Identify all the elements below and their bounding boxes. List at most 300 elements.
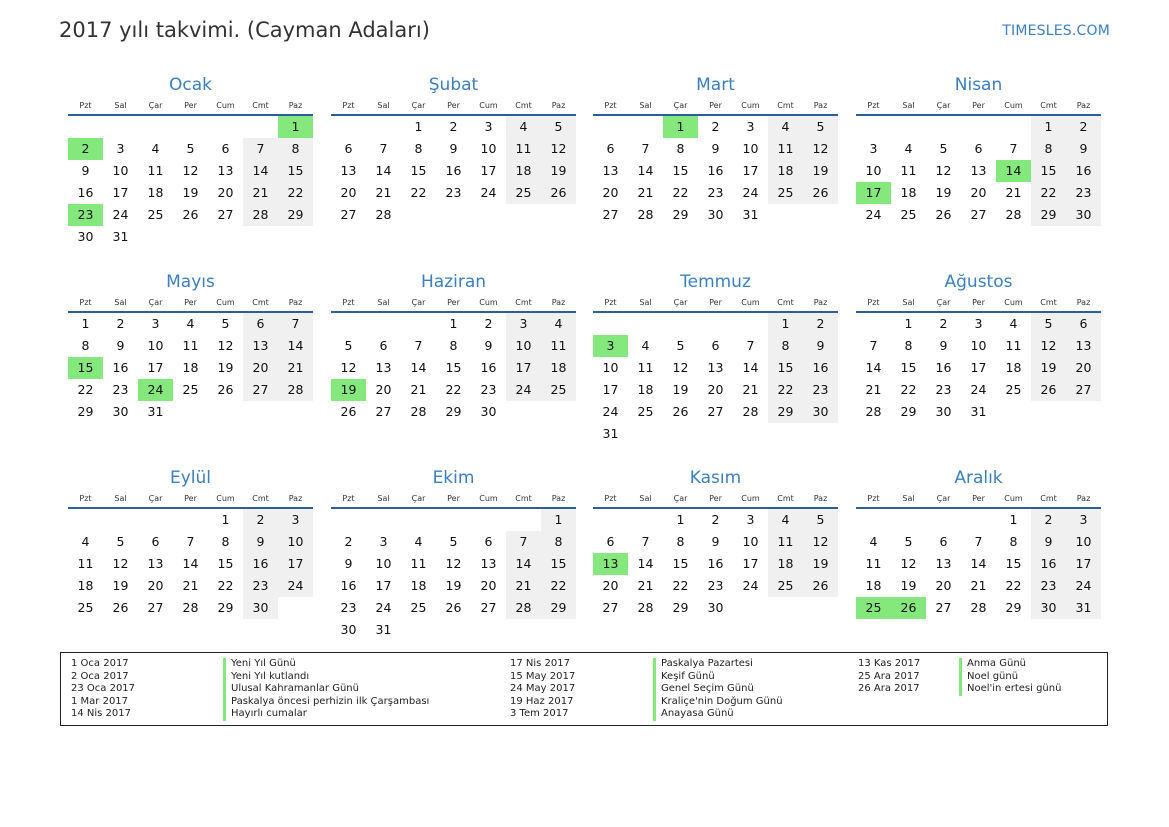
day-cell: 3 (484, 119, 493, 134)
day-cell: 27 (1066, 379, 1101, 401)
day-cell: 28 (637, 600, 654, 615)
day-cell: 11 (1005, 338, 1022, 353)
weekday-label: Per (184, 101, 197, 110)
empty-cell (803, 204, 838, 226)
day-cell: 18 (410, 578, 427, 593)
weekday-label: Pzt (867, 298, 880, 307)
day-cell: 3 (746, 512, 755, 527)
day-cell: 11 (410, 556, 427, 571)
empty-cell (856, 313, 891, 335)
day-cell: 9 (711, 534, 720, 549)
month-3 (593, 74, 838, 226)
day-cell: 31 (147, 404, 164, 419)
day-cell: 26 (112, 600, 129, 615)
day-cell: 14 (970, 556, 987, 571)
day-cell: 16 (707, 163, 724, 178)
day-cell: 7 (186, 534, 195, 549)
weekday-label: Per (972, 494, 985, 503)
week-row (856, 116, 1101, 138)
empty-cell (471, 509, 506, 531)
day-cell: 14 (996, 160, 1031, 182)
empty-cell (961, 116, 996, 138)
day-cell: 28 (742, 404, 759, 419)
weekday-label: Sal (639, 298, 652, 307)
day-cell: 23 (68, 204, 103, 226)
empty-cell (733, 313, 768, 335)
day-cell: 7 (278, 313, 313, 335)
day-cell: 5 (803, 509, 838, 531)
day-cell: 4 (506, 116, 541, 138)
empty-cell (628, 116, 663, 138)
legend-holiday-name: Noel günü (959, 671, 1061, 684)
day-cell: 19 (1031, 357, 1066, 379)
day-cell: 14 (742, 360, 759, 375)
day-cell: 17 (970, 360, 987, 375)
empty-cell (401, 619, 436, 641)
day-cell: 17 (506, 357, 541, 379)
week-row (856, 379, 1101, 401)
day-cell: 3 (151, 316, 160, 331)
day-cell: 11 (506, 138, 541, 160)
week-row (68, 531, 313, 553)
day-cell: 20 (602, 185, 619, 200)
day-cell: 26 (217, 382, 234, 397)
day-cell: 19 (803, 160, 838, 182)
month-2 (331, 74, 576, 226)
day-cell: 30 (243, 597, 278, 619)
day-cell: 21 (742, 382, 759, 397)
day-cell: 19 (541, 160, 576, 182)
weekday-label: Çar (411, 298, 426, 307)
day-cell: 23 (1031, 575, 1066, 597)
day-cell: 16 (243, 553, 278, 575)
day-cell: 4 (414, 534, 423, 549)
weekday-header (331, 297, 576, 313)
legend-date: 3 Tem 2017 (510, 708, 569, 720)
day-cell: 12 (1031, 335, 1066, 357)
day-cell: 22 (77, 382, 94, 397)
day-cell: 26 (1031, 379, 1066, 401)
day-cell: 8 (676, 534, 685, 549)
empty-cell (768, 423, 803, 445)
day-cell: 10 (506, 335, 541, 357)
weekday-label: Paz (813, 494, 828, 503)
page-title: 2017 yılı takvimi. (Cayman Adaları) (59, 18, 430, 42)
day-cell: 14 (278, 335, 313, 357)
day-cell: 24 (506, 379, 541, 401)
day-cell: 13 (593, 553, 628, 575)
day-cell: 18 (637, 382, 654, 397)
weekday-label: Cmt (777, 101, 794, 110)
day-cell: 7 (414, 338, 423, 353)
week-row (856, 575, 1101, 597)
day-cell: 29 (1031, 204, 1066, 226)
week-row (331, 138, 576, 160)
empty-cell (541, 619, 576, 641)
day-cell: 6 (606, 534, 615, 549)
day-cell: 24 (865, 207, 882, 222)
month-name: Mayıs (166, 272, 215, 292)
week-row (593, 182, 838, 204)
empty-cell (733, 423, 768, 445)
empty-cell (68, 116, 103, 138)
day-cell: 17 (278, 553, 313, 575)
day-cell: 31 (602, 426, 619, 441)
day-cell: 8 (541, 531, 576, 553)
brand-link[interactable]: TIMESLES.COM (1002, 23, 1110, 39)
week-row (593, 379, 838, 401)
day-cell: 28 (243, 204, 278, 226)
week-row (331, 116, 576, 138)
weekday-label: Per (447, 298, 460, 307)
empty-cell (401, 509, 436, 531)
weekday-header (593, 493, 838, 509)
day-cell: 31 (742, 207, 759, 222)
day-cell: 24 (970, 382, 987, 397)
legend-holiday-name: Genel Seçim Günü (653, 683, 783, 696)
day-cell: 4 (541, 313, 576, 335)
weekday-label: Sal (114, 101, 127, 110)
day-cell: 29 (672, 207, 689, 222)
day-cell: 20 (1066, 357, 1101, 379)
day-cell: 2 (484, 316, 493, 331)
day-cell: 21 (182, 578, 199, 593)
weekday-label: Cum (741, 494, 760, 503)
day-cell: 16 (1066, 160, 1101, 182)
day-cell: 14 (410, 360, 427, 375)
day-cell: 23 (480, 382, 497, 397)
empty-cell (733, 597, 768, 619)
week-row (68, 575, 313, 597)
day-cell: 22 (1005, 578, 1022, 593)
week-row (856, 553, 1101, 575)
day-cell: 2 (243, 509, 278, 531)
empty-cell (926, 116, 961, 138)
day-cell: 14 (865, 360, 882, 375)
day-cell: 1 (768, 313, 803, 335)
day-cell: 8 (81, 338, 90, 353)
day-cell: 28 (375, 207, 392, 222)
day-cell: 5 (676, 338, 685, 353)
day-cell: 22 (672, 578, 689, 593)
day-cell: 11 (77, 556, 94, 571)
legend-holiday-name: Keşif Günü (653, 671, 783, 684)
empty-cell (103, 509, 138, 531)
weekday-label: Paz (288, 298, 303, 307)
weekday-label: Cum (216, 298, 235, 307)
week-row (593, 138, 838, 160)
day-cell: 5 (904, 534, 913, 549)
day-cell: 12 (182, 163, 199, 178)
weekday-label: Çar (148, 494, 163, 503)
day-cell: 11 (768, 531, 803, 553)
weekday-label: Per (447, 101, 460, 110)
day-cell: 27 (217, 207, 234, 222)
empty-cell (401, 204, 436, 226)
day-cell: 20 (602, 578, 619, 593)
day-cell: 23 (1066, 182, 1101, 204)
day-cell: 23 (445, 185, 462, 200)
day-cell: 23 (935, 382, 952, 397)
week-row (68, 553, 313, 575)
month-name: Ekim (432, 468, 475, 488)
empty-cell (768, 204, 803, 226)
day-cell: 15 (1005, 556, 1022, 571)
weekday-header (68, 297, 313, 313)
day-cell: 1 (449, 316, 458, 331)
legend-dates-col-3 (858, 658, 920, 696)
day-cell: 9 (711, 141, 720, 156)
weekday-label: Paz (1076, 101, 1091, 110)
weekday-label: Cmt (252, 298, 269, 307)
week-row (593, 357, 838, 379)
day-cell: 6 (243, 313, 278, 335)
day-cell: 15 (541, 553, 576, 575)
empty-cell (1031, 401, 1066, 423)
day-cell: 26 (935, 207, 952, 222)
legend-dates-col-2 (510, 658, 575, 721)
weekday-label: Sal (114, 298, 127, 307)
day-cell: 15 (672, 163, 689, 178)
empty-cell (138, 226, 173, 248)
week-row (331, 401, 576, 423)
day-cell: 11 (900, 163, 917, 178)
empty-cell (331, 509, 366, 531)
day-cell: 13 (243, 335, 278, 357)
weekday-label: Cmt (252, 494, 269, 503)
empty-cell (996, 401, 1031, 423)
day-cell: 6 (379, 338, 388, 353)
empty-cell (278, 597, 313, 619)
day-cell: 9 (1031, 531, 1066, 553)
day-cell: 29 (541, 597, 576, 619)
day-cell: 20 (375, 382, 392, 397)
day-cell: 22 (768, 379, 803, 401)
day-cell: 6 (344, 141, 353, 156)
day-cell: 22 (541, 575, 576, 597)
weekday-label: Cum (479, 101, 498, 110)
day-cell: 5 (1031, 313, 1066, 335)
day-cell: 13 (602, 163, 619, 178)
day-cell: 27 (935, 600, 952, 615)
weekday-label: Cmt (1040, 101, 1057, 110)
day-cell: 23 (340, 600, 357, 615)
day-cell: 8 (449, 338, 458, 353)
empty-cell (961, 509, 996, 531)
day-cell: 30 (77, 229, 94, 244)
day-cell: 3 (1066, 509, 1101, 531)
weekday-label: Sal (639, 494, 652, 503)
day-cell: 11 (768, 138, 803, 160)
week-row (331, 553, 576, 575)
day-cell: 30 (935, 404, 952, 419)
day-cell: 31 (970, 404, 987, 419)
day-cell: 9 (449, 141, 458, 156)
week-row (593, 160, 838, 182)
weekday-header (331, 100, 576, 116)
day-cell: 20 (935, 578, 952, 593)
weekday-label: Çar (673, 101, 688, 110)
legend-holiday-name: Yeni Yıl Günü (223, 658, 429, 671)
weekday-label: Cmt (1040, 494, 1057, 503)
day-cell: 17 (1066, 553, 1101, 575)
day-cell: 17 (375, 578, 392, 593)
day-cell: 12 (112, 556, 129, 571)
day-cell: 5 (541, 116, 576, 138)
day-cell: 1 (81, 316, 90, 331)
empty-cell (593, 313, 628, 335)
week-row (331, 357, 576, 379)
day-cell: 14 (506, 553, 541, 575)
empty-cell (366, 509, 401, 531)
empty-cell (331, 313, 366, 335)
weekday-label: Per (709, 101, 722, 110)
day-cell: 25 (900, 207, 917, 222)
empty-cell (436, 204, 471, 226)
day-cell: 27 (602, 207, 619, 222)
day-cell: 9 (81, 163, 90, 178)
weekday-label: Sal (639, 101, 652, 110)
day-cell: 27 (970, 207, 987, 222)
day-cell: 21 (506, 575, 541, 597)
empty-cell (366, 116, 401, 138)
day-cell: 29 (672, 600, 689, 615)
day-cell: 15 (410, 163, 427, 178)
day-cell: 8 (1031, 138, 1066, 160)
day-cell: 7 (641, 141, 650, 156)
week-row (593, 597, 838, 619)
day-cell: 15 (68, 357, 103, 379)
empty-cell (593, 509, 628, 531)
day-cell: 19 (672, 382, 689, 397)
week-row (68, 313, 313, 335)
empty-cell (698, 423, 733, 445)
day-cell: 20 (480, 578, 497, 593)
week-row (593, 116, 838, 138)
day-cell: 19 (217, 360, 234, 375)
day-cell: 1 (904, 316, 913, 331)
weekday-label: Pzt (342, 298, 355, 307)
day-cell: 13 (1066, 335, 1101, 357)
weekday-label: Paz (813, 101, 828, 110)
day-cell: 10 (865, 163, 882, 178)
day-cell: 10 (742, 141, 759, 156)
day-cell: 17 (112, 185, 129, 200)
weekday-label: Sal (377, 494, 390, 503)
empty-cell (506, 619, 541, 641)
month-name: Aralık (954, 468, 1003, 488)
week-row (331, 379, 576, 401)
weekday-label: Cum (1004, 494, 1023, 503)
legend-names-col-2 (653, 658, 783, 721)
day-cell: 2 (711, 119, 720, 134)
month-name: Haziran (420, 272, 487, 292)
week-row (856, 204, 1101, 226)
weekday-label: Çar (411, 494, 426, 503)
day-cell: 29 (217, 600, 234, 615)
day-cell: 8 (768, 335, 803, 357)
week-row (856, 335, 1101, 357)
month-7 (593, 271, 838, 445)
day-cell: 22 (445, 382, 462, 397)
day-cell: 6 (974, 141, 983, 156)
day-cell: 4 (869, 534, 878, 549)
day-cell: 9 (116, 338, 125, 353)
empty-cell (541, 204, 576, 226)
week-row (593, 423, 838, 445)
day-cell: 30 (340, 622, 357, 637)
day-cell: 26 (803, 575, 838, 597)
weekday-label: Pzt (342, 494, 355, 503)
day-cell: 3 (746, 119, 755, 134)
weekday-label: Paz (1076, 494, 1091, 503)
day-cell: 25 (182, 382, 199, 397)
day-cell: 22 (1031, 182, 1066, 204)
day-cell: 16 (77, 185, 94, 200)
day-cell: 12 (803, 531, 838, 553)
day-cell: 24 (742, 185, 759, 200)
day-cell: 26 (672, 404, 689, 419)
month-name: Şubat (428, 75, 479, 95)
weekday-label: Pzt (342, 101, 355, 110)
day-cell: 7 (1009, 141, 1018, 156)
empty-cell (506, 401, 541, 423)
empty-cell (891, 116, 926, 138)
day-cell: 15 (1031, 160, 1066, 182)
day-cell: 5 (221, 316, 230, 331)
day-cell: 15 (445, 360, 462, 375)
day-cell: 26 (891, 597, 926, 619)
week-row (68, 226, 313, 248)
day-cell: 16 (480, 360, 497, 375)
day-cell: 10 (970, 338, 987, 353)
weekday-label: Cmt (777, 494, 794, 503)
month-name: Ocak (169, 75, 212, 95)
day-cell: 21 (410, 382, 427, 397)
weekday-header (856, 100, 1101, 116)
weekday-label: Per (447, 494, 460, 503)
empty-cell (541, 401, 576, 423)
week-row (68, 357, 313, 379)
day-cell: 6 (151, 534, 160, 549)
day-cell: 4 (768, 116, 803, 138)
day-cell: 12 (445, 556, 462, 571)
week-row (593, 204, 838, 226)
weekday-label: Per (972, 298, 985, 307)
day-cell: 9 (1066, 138, 1101, 160)
weekday-label: Cum (741, 298, 760, 307)
weekday-label: Pzt (604, 298, 617, 307)
legend-date: 25 Ara 2017 (858, 670, 920, 682)
weekday-label: Çar (411, 101, 426, 110)
empty-cell (803, 423, 838, 445)
day-cell: 21 (375, 185, 392, 200)
day-cell: 27 (707, 404, 724, 419)
day-cell: 17 (602, 382, 619, 397)
day-cell: 8 (414, 141, 423, 156)
day-cell: 6 (221, 141, 230, 156)
week-row (856, 531, 1101, 553)
week-row (331, 597, 576, 619)
empty-cell (68, 509, 103, 531)
day-cell: 1 (221, 512, 230, 527)
day-cell: 20 (217, 185, 234, 200)
legend-date: 13 Kas 2017 (858, 658, 921, 669)
week-row (856, 182, 1101, 204)
empty-cell (331, 116, 366, 138)
month-6 (331, 271, 576, 423)
day-cell: 20 (147, 578, 164, 593)
